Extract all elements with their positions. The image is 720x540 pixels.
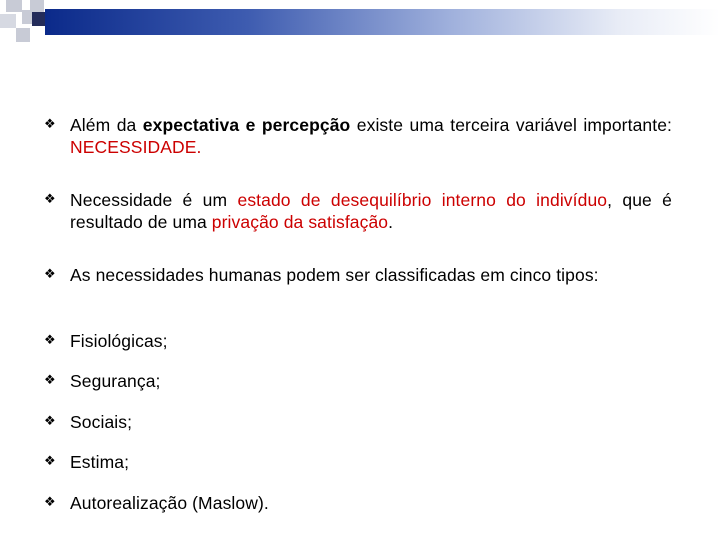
text-run: Além da [70, 115, 143, 135]
item-text: Sociais; [70, 412, 133, 432]
deco-square [6, 0, 22, 12]
list-item [44, 330, 672, 352]
diamond-bullet-icon: ❖ [44, 454, 56, 469]
text-run: Necessidade é um [70, 190, 238, 210]
text-run: , que é resultado de uma [70, 190, 672, 232]
item-text: Segurança; [70, 371, 161, 391]
diamond-bullet-icon: ❖ [44, 414, 56, 429]
text-highlight: privação da satisfação [211, 212, 389, 232]
item-text [70, 189, 672, 233]
list-item [44, 451, 672, 473]
diamond-bullet-icon: ❖ [44, 192, 56, 207]
item-text: As necessidades humanas podem ser classificadas em cinco tipos: [70, 265, 599, 285]
deco-square [0, 14, 16, 28]
text-emphasis: expectativa e percepção [142, 115, 351, 135]
list-item [44, 411, 672, 433]
diamond-bullet-icon: ❖ [44, 333, 56, 348]
header-decoration [0, 0, 720, 44]
list-item [44, 370, 672, 392]
text-highlight: NECESSIDADE. [70, 137, 202, 157]
diamond-bullet-icon: ❖ [44, 495, 56, 510]
header-gradient-bar [45, 9, 720, 35]
list-item [44, 492, 672, 514]
text-run: existe uma terceira variável importante: [350, 115, 672, 135]
list-item [44, 114, 672, 158]
text-highlight: estado de desequilíbrio interno do indivíduo [237, 190, 608, 210]
deco-square [32, 12, 45, 26]
diamond-bullet-icon: ❖ [44, 117, 56, 132]
list-item [44, 189, 672, 233]
item-text [70, 114, 672, 158]
diamond-bullet-icon: ❖ [44, 267, 56, 282]
deco-square [16, 28, 30, 42]
item-text: Estima; [70, 452, 130, 472]
text-run: . [388, 212, 394, 232]
item-text: Fisiológicas; [70, 331, 168, 351]
diamond-bullet-icon: ❖ [44, 373, 56, 388]
item-text: Autorealização (Maslow). [70, 493, 269, 513]
list-item [44, 264, 672, 286]
